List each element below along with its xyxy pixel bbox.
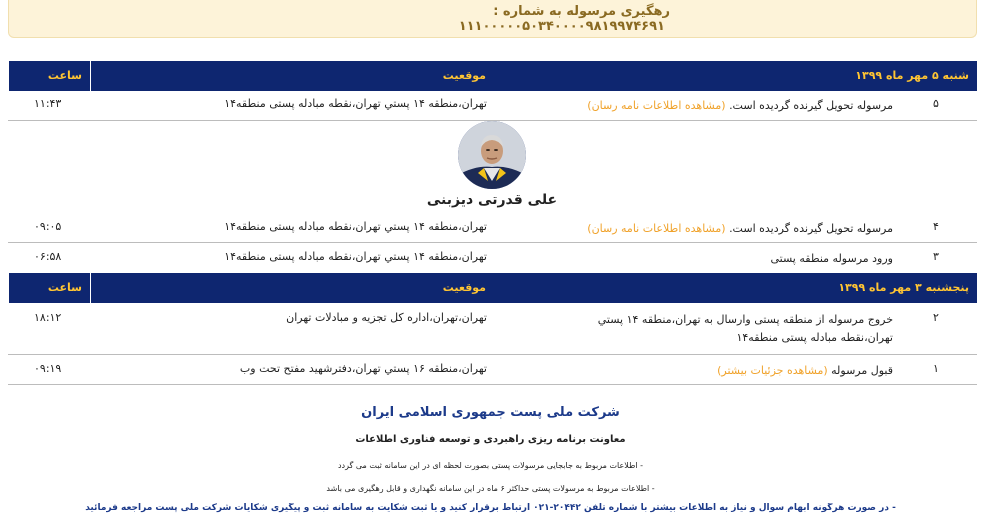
tracking-banner xyxy=(8,0,977,38)
row-time: ۰۹:۱۹ xyxy=(34,362,62,375)
row-time: ۱۱:۴۳ xyxy=(34,97,62,110)
location-header: موقعیت xyxy=(90,273,494,303)
mailman-info-link[interactable]: (مشاهده اطلاعات نامه رسان) xyxy=(587,99,726,112)
carrier-name: علی قدرتی دیزبنی xyxy=(426,192,558,208)
table-row xyxy=(8,97,977,117)
row-divider xyxy=(8,384,977,385)
tracking-title: رهگیری مرسوله به شماره : xyxy=(493,4,670,19)
day-date: شنبه ۵ مهر ماه ۱۳۹۹ xyxy=(855,69,969,82)
row-description xyxy=(493,220,893,238)
row-index: ۴ xyxy=(933,220,939,233)
org-title: شرکت ملی پست جمهوری اسلامی ایران xyxy=(361,405,620,420)
row-index: ۵ xyxy=(933,97,939,110)
row-time: ۰۹:۰۵ xyxy=(34,220,62,233)
table-row xyxy=(8,362,977,382)
table-row xyxy=(8,220,977,240)
event-text: قبول مرسوله xyxy=(831,364,893,377)
day-header xyxy=(8,61,977,91)
day-header xyxy=(8,273,977,303)
time-header: ساعت xyxy=(8,61,90,91)
event-text: خروج مرسوله از منطقه پستی وارسال به تهران،منطقه ۱۴ پستي تهران،نقطه مبادله پستی منطقه۱۴ xyxy=(597,313,893,344)
row-divider xyxy=(8,242,977,243)
table-row xyxy=(8,311,977,351)
row-index: ۳ xyxy=(933,250,939,263)
row-index: ۱ xyxy=(933,362,939,375)
event-text: ورود مرسوله منطقه پستی xyxy=(770,252,893,265)
dept-subtitle: معاونت برنامه ریزی راهبردی و توسعه فناوری اطلاعات xyxy=(355,434,626,445)
time-header: ساعت xyxy=(8,273,90,303)
row-location: تهران،منطقه ۱۶ پستي تهران،دفترشهید مفتح تحت وب xyxy=(239,362,487,375)
person-photo-icon xyxy=(458,121,526,189)
row-time: ۰۶:۵۸ xyxy=(34,250,62,263)
more-details-link[interactable]: (مشاهده جزئیات بیشتر) xyxy=(717,364,828,377)
event-text: مرسوله تحویل گیرنده گردیده است. xyxy=(729,99,893,112)
row-location: تهران،منطقه ۱۴ پستي تهران،نقطه مبادله پستی منطقه۱۴ xyxy=(224,250,487,263)
row-description xyxy=(493,97,893,115)
row-location: تهران،منطقه ۱۴ پستي تهران،نقطه مبادله پستی منطقه۱۴ xyxy=(224,220,487,233)
footer-note: - اطلاعات مربوط به مرسولات پستی حداکثر ۶ ماه در این سامانه نگهداری و قابل رهگیری می باشد xyxy=(326,484,655,493)
row-index: ۲ xyxy=(933,311,939,324)
row-description xyxy=(543,311,893,347)
row-location: تهران،منطقه ۱۴ پستي تهران،نقطه مبادله پستی منطقه۱۴ xyxy=(224,97,487,110)
row-description xyxy=(493,250,893,268)
row-description xyxy=(493,362,893,380)
row-time: ۱۸:۱۲ xyxy=(34,311,62,324)
footer-note-contact: - در صورت هرگونه ابهام سوال و نیاز به اطلاعات بیشتر با شماره تلفن ۲۰۴۴۲-۰۲۱ ارتباط برقرار کنید و یا ثبت شکایت به سامانه ثبت و پیگیری شکایات شرکت ملی پست مراجعه فرمائید xyxy=(85,503,896,513)
mailman-info-link[interactable]: (مشاهده اطلاعات نامه رسان) xyxy=(587,222,726,235)
location-header: موقعیت xyxy=(90,61,494,91)
table-row xyxy=(8,250,977,270)
footer-note: - اطلاعات مربوط به جابجایی مرسولات پستی بصورت لحظه ای در این سامانه ثبت می گردد xyxy=(337,461,644,470)
day-date: پنجشنبه ۳ مهر ماه ۱۳۹۹ xyxy=(838,281,969,294)
event-text: مرسوله تحویل گیرنده گردیده است. xyxy=(729,222,893,235)
row-divider xyxy=(8,354,977,355)
row-location: تهران،تهران،اداره کل تجزیه و مبادلات تهران xyxy=(286,311,487,324)
tracking-number: ۱۱۱۰۰۰۰۰۵۰۳۴۰۰۰۰۹۸۱۹۹۷۴۶۹۱ xyxy=(458,19,665,34)
